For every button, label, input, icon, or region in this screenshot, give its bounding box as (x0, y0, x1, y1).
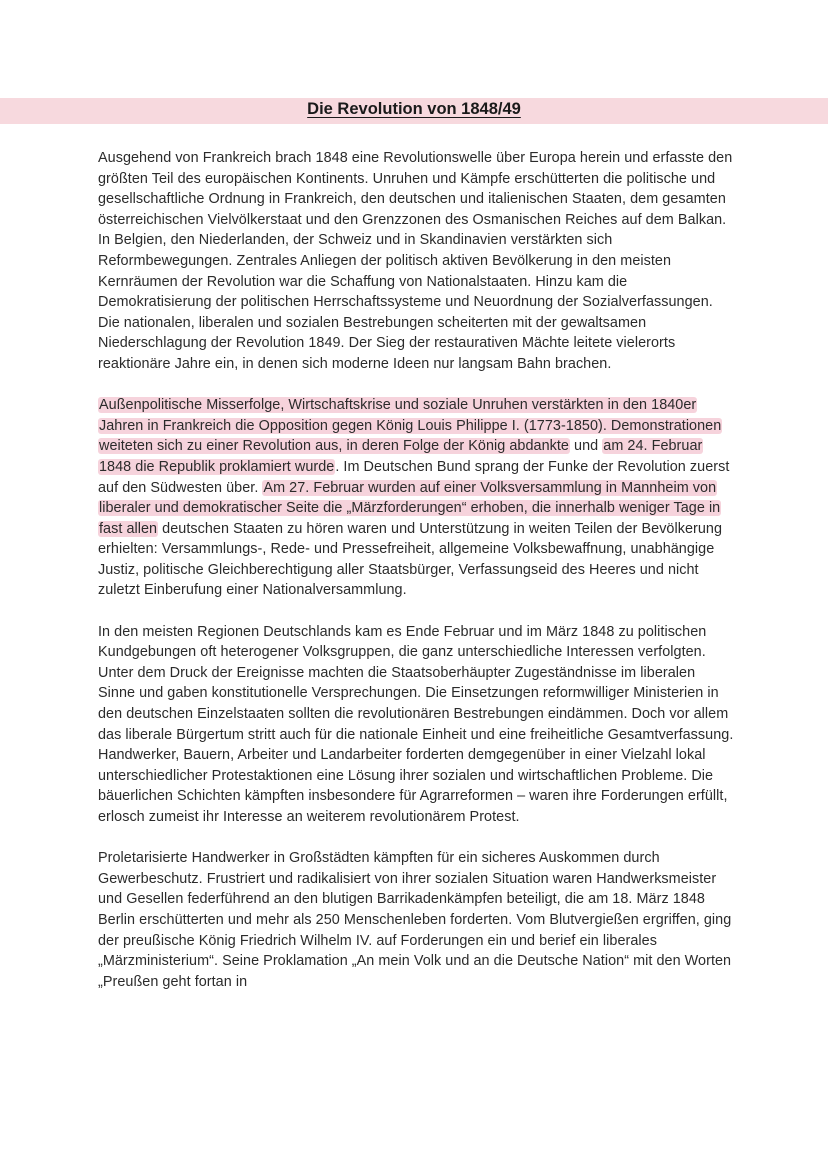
paragraph-3: In den meisten Regionen Deutschlands kam es Ende Februar und im März 1848 zu politischen Kundgebungen oft heterogener Volksgruppen, die ganz unterschiedliche Interessen verfolgten. Unter dem Druck der Ereignisse machten die Staatsoberhäupter Zugeständnisse im liberalen Sinne und gaben konstitutionelle Versprechungen. Die Einsetzungen reformwilliger Ministerien in den deutschen Einzelstaaten sollten die revolutionären Bestrebungen eindämmen. Doch vor allem das liberale Bürgertum stritt auch für die nationale Einheit und eine freiheitliche Gesamtverfassung. Handwerker, Bauern, Arbeiter und Landarbeiter forderten demgegenüber in einer Vielzahl lokal unterschiedlicher Protestaktionen eine Lösung ihrer sozialen und wirtschaftlichen Probleme. Die bäuerlichen Schichten kämpften insbesondere für Agrarreformen – waren ihre Forderungen erfüllt, erlosch zumeist ihr Interesse an weiterem revolutionärem Protest. (98, 623, 734, 825)
highlighted-text: Am 27. Februar wurden auf einer Volksversammlung in Mannheim von liberaler und demokratischer Seite die „Märzforderungen“ erhoben, die innerhalb weniger Tage in fast allen (99, 479, 721, 537)
paragraph-4: Proletarisierte Handwerker in Großstädten kämpften für ein sicheres Auskommen durch Gewerbeschutz. Frustriert und radikalisiert von ihrer sozialen Situation waren Handwerksmeister und Gesellen federführend an den blutigen Barrikadenkämpfen beteiligt, die am 18. März 1848 Berlin erschütterten und mehr als 250 Menschenleben forderten. Vom Blutvergießen ergriffen, ging der preußische König Friedrich Wilhelm IV. auf Forderungen ein und berief ein liberales „Märzministerium“. Seine Proklamation „An mein Volk und an die Deutsche Nation“ mit den Worten „Preußen geht fortan in (98, 850, 732, 990)
document-body (98, 148, 734, 1013)
page-title: Die Revolution von 1848/49 (307, 100, 521, 118)
highlighted-text: Außenpolitische Misserfolge, Wirtschaftskrise und soziale Unruhen verstärkten in den 1840er Jahren in Frankreich die Opposition gegen König Louis Philippe I. (1773-1850). Demonstrationen weiteten sich zu einer Revolution aus, in deren Folge der König abdankte (99, 397, 722, 455)
paragraph-2 (98, 395, 734, 601)
paragraph-1: Ausgehend von Frankreich brach 1848 eine Revolutionswelle über Europa herein und erfasste den größten Teil des europäischen Kontinents. Unruhen und Kämpfe erschütterten die politische und gesellschaftliche Ordnung in Frankreich, den deutschen und italienischen Staaten, dem gesamten österreichischen Vielvölkerstaat und den Grenzzonen des Osmanischen Reiches auf dem Balkan. In Belgien, den Niederlanden, der Schweiz und in Skandinavien verstärkten sich Reformbewegungen. Zentrales Anliegen der politisch aktiven Bevölkerung in den meisten Kernräumen der Revolution war die Schaffung von Nationalstaaten. Hinzu kam die Demokratisierung der politischen Herrschaftssysteme und Neuordnung der Sozialverfassungen. Die nationalen, liberalen und sozialen Bestrebungen scheiterten mit der gewaltsamen Niederschlagung der Revolution 1849. Der Sieg der restaurativen Mächte leitete vielerorts reaktionäre Jahre ein, in denen sich moderne Ideen nur langsam Bahn brachen. (98, 150, 733, 372)
plain-text: deutschen Staaten zu hören waren und Unterstützung in weiten Teilen der Bevölkerung erhielten: Versammlungs-, Rede- und Pressefreiheit, allgemeine Volksbewaffnung, unabhängige Justiz, politische Gleichberechtigung aller Staatsbürger, Verfassungseid des Heeres und nicht zuletzt Einberufung einer Nationalversammlung. (98, 520, 723, 599)
plain-text: und (570, 438, 603, 455)
plain-text: . Im Deutschen Bund sprang der Funke der Revolution zuerst auf den Südwesten über. (98, 458, 730, 496)
highlighted-text: am 24. Februar 1848 die Republik proklamiert wurde (99, 438, 703, 475)
